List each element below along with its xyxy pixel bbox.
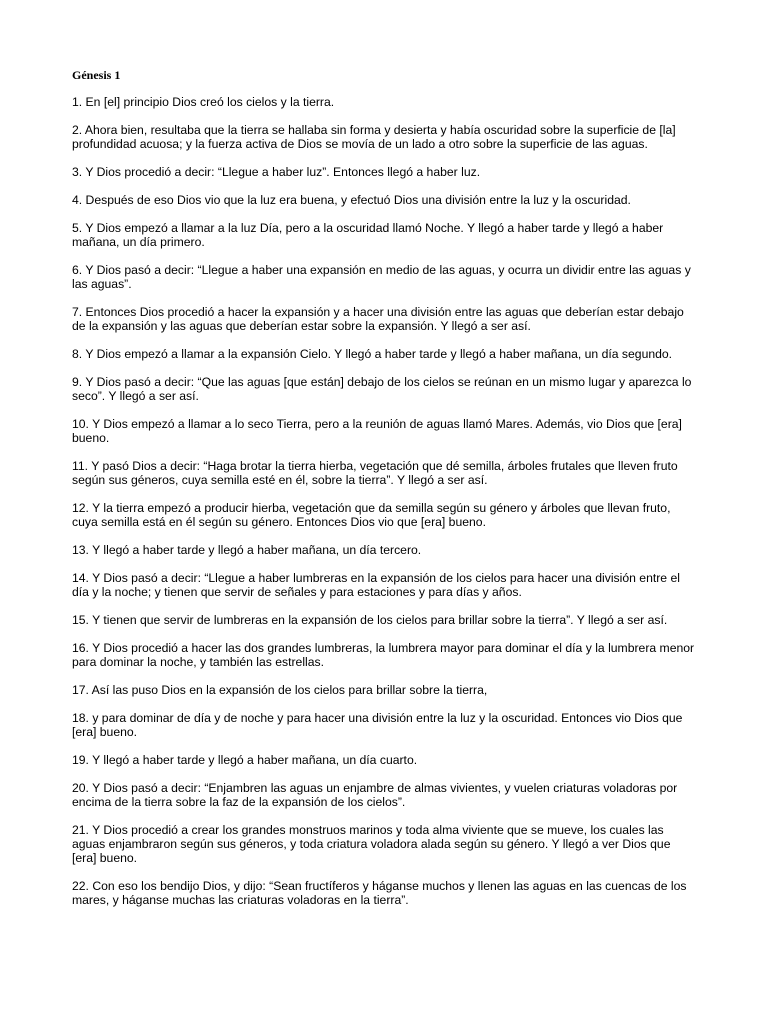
verse-1: 1. En [el] principio Dios creó los cielos y la tierra. <box>72 95 335 109</box>
document-page <box>72 68 698 921</box>
verse-14: 14. Y Dios pasó a decir: “Llegue a haber lumbreras en la expansión de los cielos para hacer una división entre el día y la noche; y tienen que servir de señales y para estaciones y para días y años. <box>72 571 680 599</box>
verse-22: 22. Con eso los bendijo Dios, y dijo: “Sean fructíferos y háganse muchos y llenen las aguas en las cuencas de los mares, y háganse muchas las criaturas voladoras en la tierra”. <box>72 879 687 907</box>
verse-21: 21. Y Dios procedió a crear los grandes monstruos marinos y toda alma viviente que se mueve, los cuales las aguas enjambraron según sus géneros, y toda criatura voladora alada según su género. Y llegó a ver Dios que [era] bueno. <box>72 823 671 865</box>
verse-13: 13. Y llegó a haber tarde y llegó a haber mañana, un día tercero. <box>72 543 422 557</box>
verse-7: 7. Entonces Dios procedió a hacer la expansión y a hacer una división entre las aguas que deberían estar debajo de la expansión y las aguas que deberían estar sobre la expansión. Y llegó a ser así. <box>72 305 684 333</box>
verse-19: 19. Y llegó a haber tarde y llegó a haber mañana, un día cuarto. <box>72 753 418 767</box>
verse-12: 12. Y la tierra empezó a producir hierba, vegetación que da semilla según su género y árboles que llevan fruto, cuya semilla está en él según su género. Entonces Dios vio que [era] bueno. <box>72 501 671 529</box>
verse-3: 3. Y Dios procedió a decir: “Llegue a haber luz”. Entonces llegó a haber luz. <box>72 165 481 179</box>
verse-5: 5. Y Dios empezó a llamar a la luz Día, pero a la oscuridad llamó Noche. Y llegó a haber tarde y llegó a haber mañana, un día primero. <box>72 221 664 249</box>
document-title: Génesis 1 <box>72 68 121 82</box>
verse-17: 17. Así las puso Dios en la expansión de los cielos para brillar sobre la tierra, <box>72 683 488 697</box>
verse-11: 11. Y pasó Dios a decir: “Haga brotar la tierra hierba, vegetación que dé semilla, árboles frutales que lleven fruto según sus géneros, cuya semilla esté en él, sobre la tierra”. Y llegó a ser así. <box>72 459 678 487</box>
verse-16: 16. Y Dios procedió a hacer las dos grandes lumbreras, la lumbrera mayor para dominar el día y la lumbrera menor para dominar la noche, y también las estrellas. <box>72 641 695 669</box>
verse-20: 20. Y Dios pasó a decir: “Enjambren las aguas un enjambre de almas vivientes, y vuelen criaturas voladoras por encima de la tierra sobre la faz de la expansión de los cielos”. <box>72 781 678 809</box>
verse-8: 8. Y Dios empezó a llamar a la expansión Cielo. Y llegó a haber tarde y llegó a haber mañana, un día segundo. <box>72 347 673 361</box>
verse-18: 18. y para dominar de día y de noche y para hacer una división entre la luz y la oscuridad. Entonces vio Dios que [era] bueno. <box>72 711 683 739</box>
verse-6: 6. Y Dios pasó a decir: “Llegue a haber una expansión en medio de las aguas, y ocurra un dividir entre las aguas y las aguas”. <box>72 263 691 291</box>
verse-10: 10. Y Dios empezó a llamar a lo seco Tierra, pero a la reunión de aguas llamó Mares. Además, vio Dios que [era] bueno. <box>72 417 682 445</box>
verse-15: 15. Y tienen que servir de lumbreras en la expansión de los cielos para brillar sobre la tierra”. Y llegó a ser así. <box>72 613 668 627</box>
verse-2: 2. Ahora bien, resultaba que la tierra se hallaba sin forma y desierta y había oscuridad sobre la superficie de [la] profundidad acuosa; y la fuerza activa de Dios se movía de un lado a otro sobre la superficie de las aguas. <box>72 123 676 151</box>
verse-4: 4. Después de eso Dios vio que la luz era buena, y efectuó Dios una división entre la luz y la oscuridad. <box>72 193 631 207</box>
verse-9: 9. Y Dios pasó a decir: “Que las aguas [que están] debajo de los cielos se reúnan en un mismo lugar y aparezca lo seco”. Y llegó a ser así. <box>72 375 692 403</box>
